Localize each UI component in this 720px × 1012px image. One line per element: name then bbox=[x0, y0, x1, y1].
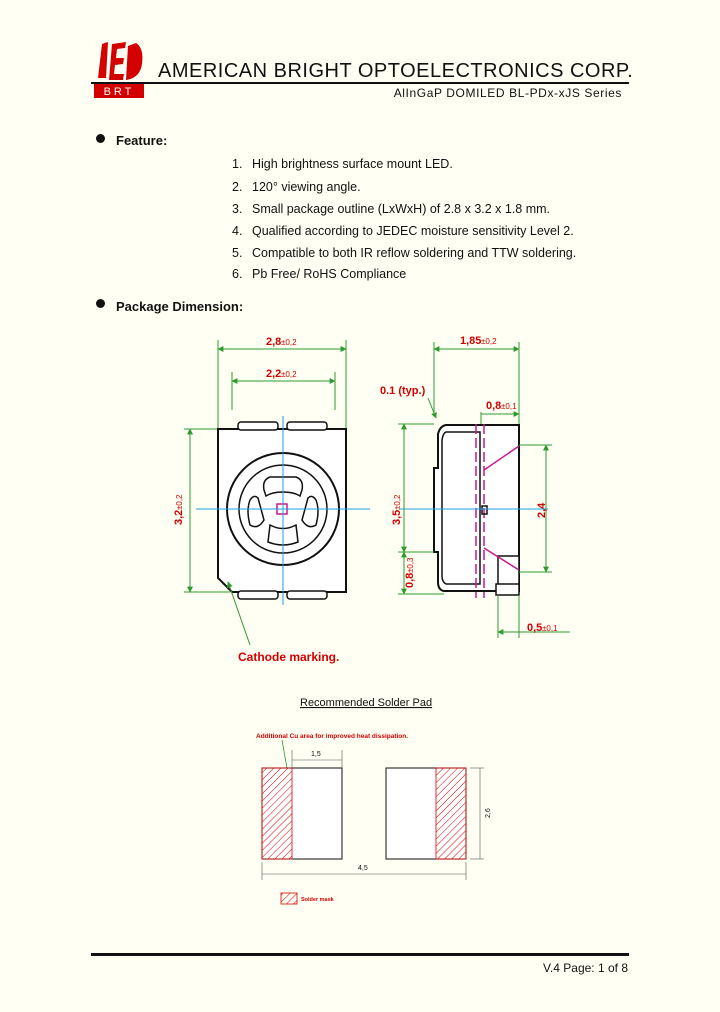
dim-side-top-tol: ±0,1 bbox=[501, 402, 517, 411]
side-view bbox=[380, 335, 570, 638]
dim-lead-height-tol: ±0,3 bbox=[406, 557, 415, 573]
legend-swatch bbox=[281, 893, 297, 904]
package-heading: Package Dimension: bbox=[116, 299, 244, 314]
feature-bullet bbox=[96, 134, 105, 143]
pad-height-label: 2,6 bbox=[485, 808, 492, 818]
feature-item-text: Pb Free/ RoHS Compliance bbox=[252, 267, 407, 281]
package-bullet bbox=[96, 299, 105, 308]
feature-item-number: 1. bbox=[232, 157, 243, 171]
company-name: AMERICAN BRIGHT OPTOELECTRONICS CORP. bbox=[158, 60, 634, 82]
footer-rule bbox=[91, 953, 629, 956]
feature-item-number: 2. bbox=[232, 180, 243, 194]
dim-height-front: 3,2 bbox=[173, 509, 185, 525]
dim-lead-height: 0,8 bbox=[404, 572, 416, 588]
feature-item-text: Small package outline (LxWxH) of 2.8 x 3.2 x 1.8 mm. bbox=[252, 202, 551, 216]
front-view bbox=[173, 336, 370, 664]
feature-heading: Feature: bbox=[116, 133, 168, 148]
dim-height-front-tol: ±0,2 bbox=[175, 494, 184, 510]
dim-depth-tol: ±0,2 bbox=[481, 337, 497, 346]
cathode-label: Cathode marking. bbox=[238, 650, 340, 664]
total-width-label: 4,5 bbox=[358, 865, 368, 872]
series-title: AlInGaP DOMILED BL-PDx-xJS Series bbox=[393, 86, 622, 100]
dim-depth: 1,85 bbox=[460, 335, 482, 347]
page-number: V.4 Page: 1 of 8 bbox=[543, 961, 628, 975]
solder-note: Additional Cu area for improved heat dissipation. bbox=[256, 733, 409, 740]
legend-label: Solder mask bbox=[301, 897, 334, 903]
dim-width-inner: 2,2 bbox=[266, 368, 282, 380]
feature-item-number: 6. bbox=[232, 267, 243, 281]
dim-width-outer-tol: ±0,2 bbox=[281, 338, 297, 347]
solder-title: Recommended Solder Pad bbox=[300, 697, 433, 709]
header-rule bbox=[91, 82, 629, 84]
company-logo bbox=[92, 38, 146, 102]
feature-item-text: 120° viewing angle. bbox=[252, 180, 361, 194]
dim-side-top: 0,8 bbox=[486, 400, 502, 412]
solder-pad-drawing bbox=[0, 688, 720, 918]
dim-lead-length-tol: ±0,1 bbox=[542, 624, 558, 633]
pad-width-label: 1,5 bbox=[311, 751, 321, 758]
feature-item-number: 4. bbox=[232, 224, 243, 238]
dim-inner-span: 2,4 bbox=[536, 502, 548, 518]
logo-text: BRT bbox=[103, 86, 135, 98]
feature-item-text: Qualified according to JEDEC moisture sensitivity Level 2. bbox=[252, 224, 574, 238]
feature-item-number: 3. bbox=[232, 202, 243, 216]
dim-lead-length: 0,5 bbox=[527, 622, 543, 634]
package-drawing bbox=[0, 320, 720, 680]
feature-item-text: Compatible to both IR reflow soldering and TTW soldering. bbox=[252, 246, 577, 260]
dim-side-height-tol: ±0,2 bbox=[393, 494, 402, 510]
feature-item-text: High brightness surface mount LED. bbox=[252, 157, 453, 171]
dim-side-height: 3,5 bbox=[391, 509, 403, 525]
dim-width-outer: 2,8 bbox=[266, 336, 282, 348]
dim-typ: 0.1 (typ.) bbox=[380, 385, 426, 397]
dim-width-inner-tol: ±0,2 bbox=[281, 370, 297, 379]
feature-item-number: 5. bbox=[232, 246, 243, 260]
